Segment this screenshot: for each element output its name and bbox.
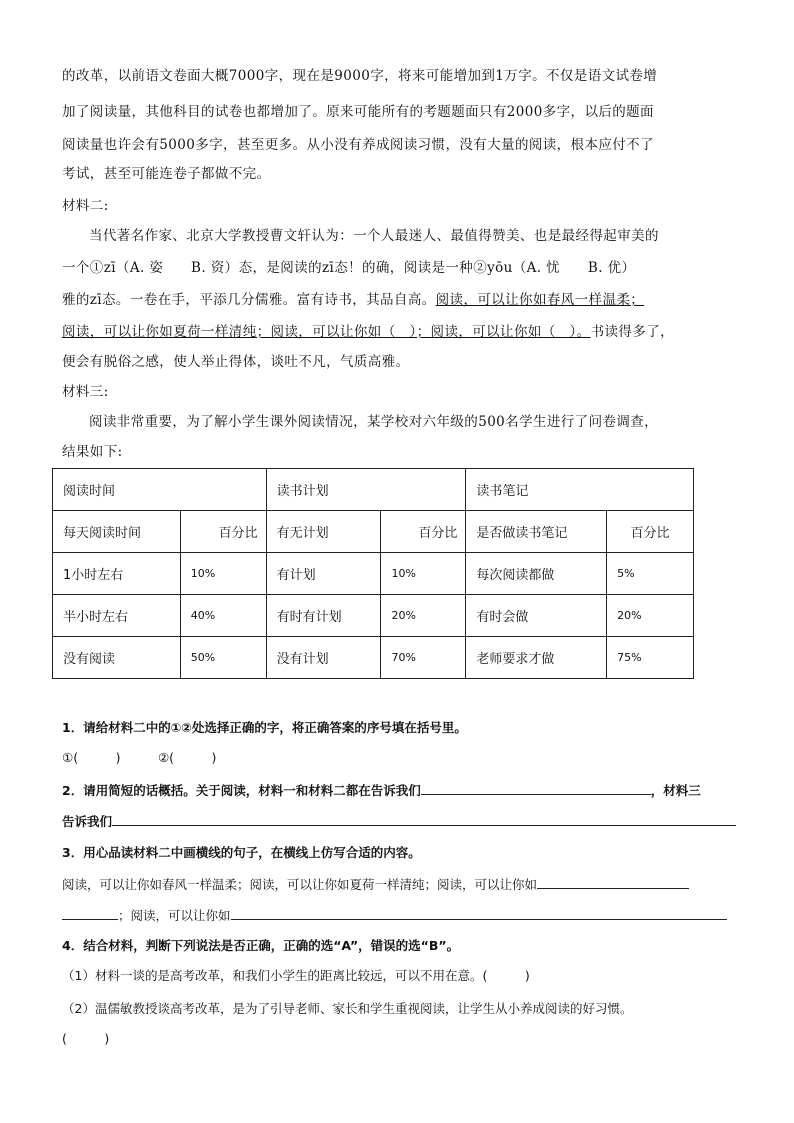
question-3-text-2: ；阅读，可以让你如 [118,908,231,923]
table-row [53,637,694,679]
material1-line-1: 的改革，以前语文卷面大概7000字，现在是9000字，将来可能增加到1万字。不仅是语文试卷增 [62,68,658,84]
table-cell: 75% [607,637,694,679]
question-3-line-1 [62,874,689,895]
answer-blank-2b[interactable] [112,811,736,826]
subheader-percent: 百分比 [381,511,466,553]
table-cell: 有时会做 [466,595,607,637]
material1-line-2: 加了阅读量，其他科目的试卷也都增加了。原来可能所有的考题题面只有2000多字，以后的题面 [62,104,654,120]
question-3-text-1: 阅读，可以让你如春风一样温柔；阅读，可以让你如夏荷一样清纯；阅读，可以让你如 [62,877,538,892]
material2-line-5: 便会有脱俗之感，使人举止得体，谈吐不凡，气质高雅。 [62,354,410,370]
table-subheader-row [53,511,694,553]
answer-blank-3b[interactable] [62,905,118,920]
subheader-daily-time: 每天阅读时间 [53,511,181,553]
table-cell: 每次阅读都做 [466,553,607,595]
table-cell: 70% [381,637,466,679]
answer-blank-3c[interactable] [231,905,727,920]
table-cell: 有时有计划 [266,595,381,637]
table-cell: 半小时左右 [53,595,181,637]
table-cell: 50% [180,637,266,679]
material1-line-3: 阅读量也许会有5000多字，甚至更多。从小没有养成阅读习惯，没有大量的阅读，根本应付不了 [62,137,654,153]
material2-line-1: 当代著名作家、北京大学教授曹文轩认为：一个人最迷人、最值得赞美、也是最经得起审美的 [89,228,659,244]
underlined-sentence-1: 阅读，可以让你如春风一样温柔； [435,292,645,308]
table-cell: 有计划 [266,553,381,595]
table-row [53,553,694,595]
material2-line-4 [62,322,674,342]
question-2-text-b: ，材料三 [650,783,701,798]
subheader-percent: 百分比 [180,511,266,553]
subheader-percent: 百分比 [607,511,694,553]
table-cell: 10% [381,553,466,595]
subheader-take-notes: 是否做读书笔记 [466,511,607,553]
group-header-reading-time: 阅读时间 [53,469,267,511]
material3-line-2: 结果如下: [62,444,123,460]
material1-line-4: 考试，甚至可能连卷子都做不完。 [62,166,271,182]
table-cell: 老师要求才做 [466,637,607,679]
question-3: 3．用心品读材料二中画横线的句子，在横线上仿写合适的内容。 [62,845,421,860]
question-2-line-1 [62,780,701,801]
question-2-text-c: 告诉我们 [62,814,113,829]
answer-blank-3a[interactable] [537,874,689,889]
table-cell: 40% [180,595,266,637]
survey-table [52,468,694,679]
material2-heading: 材料二: [62,198,109,214]
question-3-line-2 [62,905,727,926]
material3-line-1: 阅读非常重要，为了解小学生课外阅读情况，某学校对六年级的500名学生进行了问卷调查， [89,414,659,430]
question-4-1[interactable]: （1）材料一谈的是高考改革，和我们小学生的距离比较远，可以不用在意。( ) [62,968,530,983]
table-cell: 没有计划 [266,637,381,679]
question-4-2-answer[interactable]: ( ) [62,1031,110,1046]
underlined-sentence-2: 阅读，可以让你如夏荷一样清纯；阅读，可以让你如（ ）；阅读，可以让你如（ ）。 [62,324,591,340]
table-cell: 1小时左右 [53,553,181,595]
question-1-answer[interactable]: ①( ) ②( ) [62,750,217,765]
table-cell: 没有阅读 [53,637,181,679]
table-cell: 20% [607,595,694,637]
material2-line-3 [62,290,644,310]
group-header-reading-notes: 读书笔记 [466,469,694,511]
table-group-header-row [53,469,694,511]
table-row [53,595,694,637]
question-2-line-2 [62,811,736,832]
material2-line-4-text: 书读得多了， [590,324,675,340]
answer-blank-2a[interactable] [421,780,651,795]
material2-line-2: 一个①zī（A. 姿 B. 资）态，是阅读的zī态！的确，阅读是一种②yōu（A. 忧 B. 优） [62,260,636,276]
group-header-reading-plan: 读书计划 [266,469,466,511]
question-4-2: （2）温儒敏教授谈高考改革，是为了引导老师、家长和学生重视阅读，让学生从小养成阅读的好习惯。 [62,1001,633,1016]
table-cell: 20% [381,595,466,637]
table-cell: 10% [180,553,266,595]
table-cell: 5% [607,553,694,595]
question-1: 1．请给材料二中的①②处选择正确的字，将正确答案的序号填在括号里。 [62,720,467,735]
material3-heading: 材料三: [62,384,109,400]
question-2-text-a: 2．请用简短的话概括。关于阅读，材料一和材料二都在告诉我们 [62,783,421,798]
question-4: 4．结合材料，判断下列说法是否正确，正确的选“A”，错误的选“B”。 [62,938,460,953]
subheader-has-plan: 有无计划 [266,511,381,553]
material2-line-3-text: 雅的zī态。一卷在手，平添几分儒雅。富有诗书，其品自高。 [62,292,436,308]
